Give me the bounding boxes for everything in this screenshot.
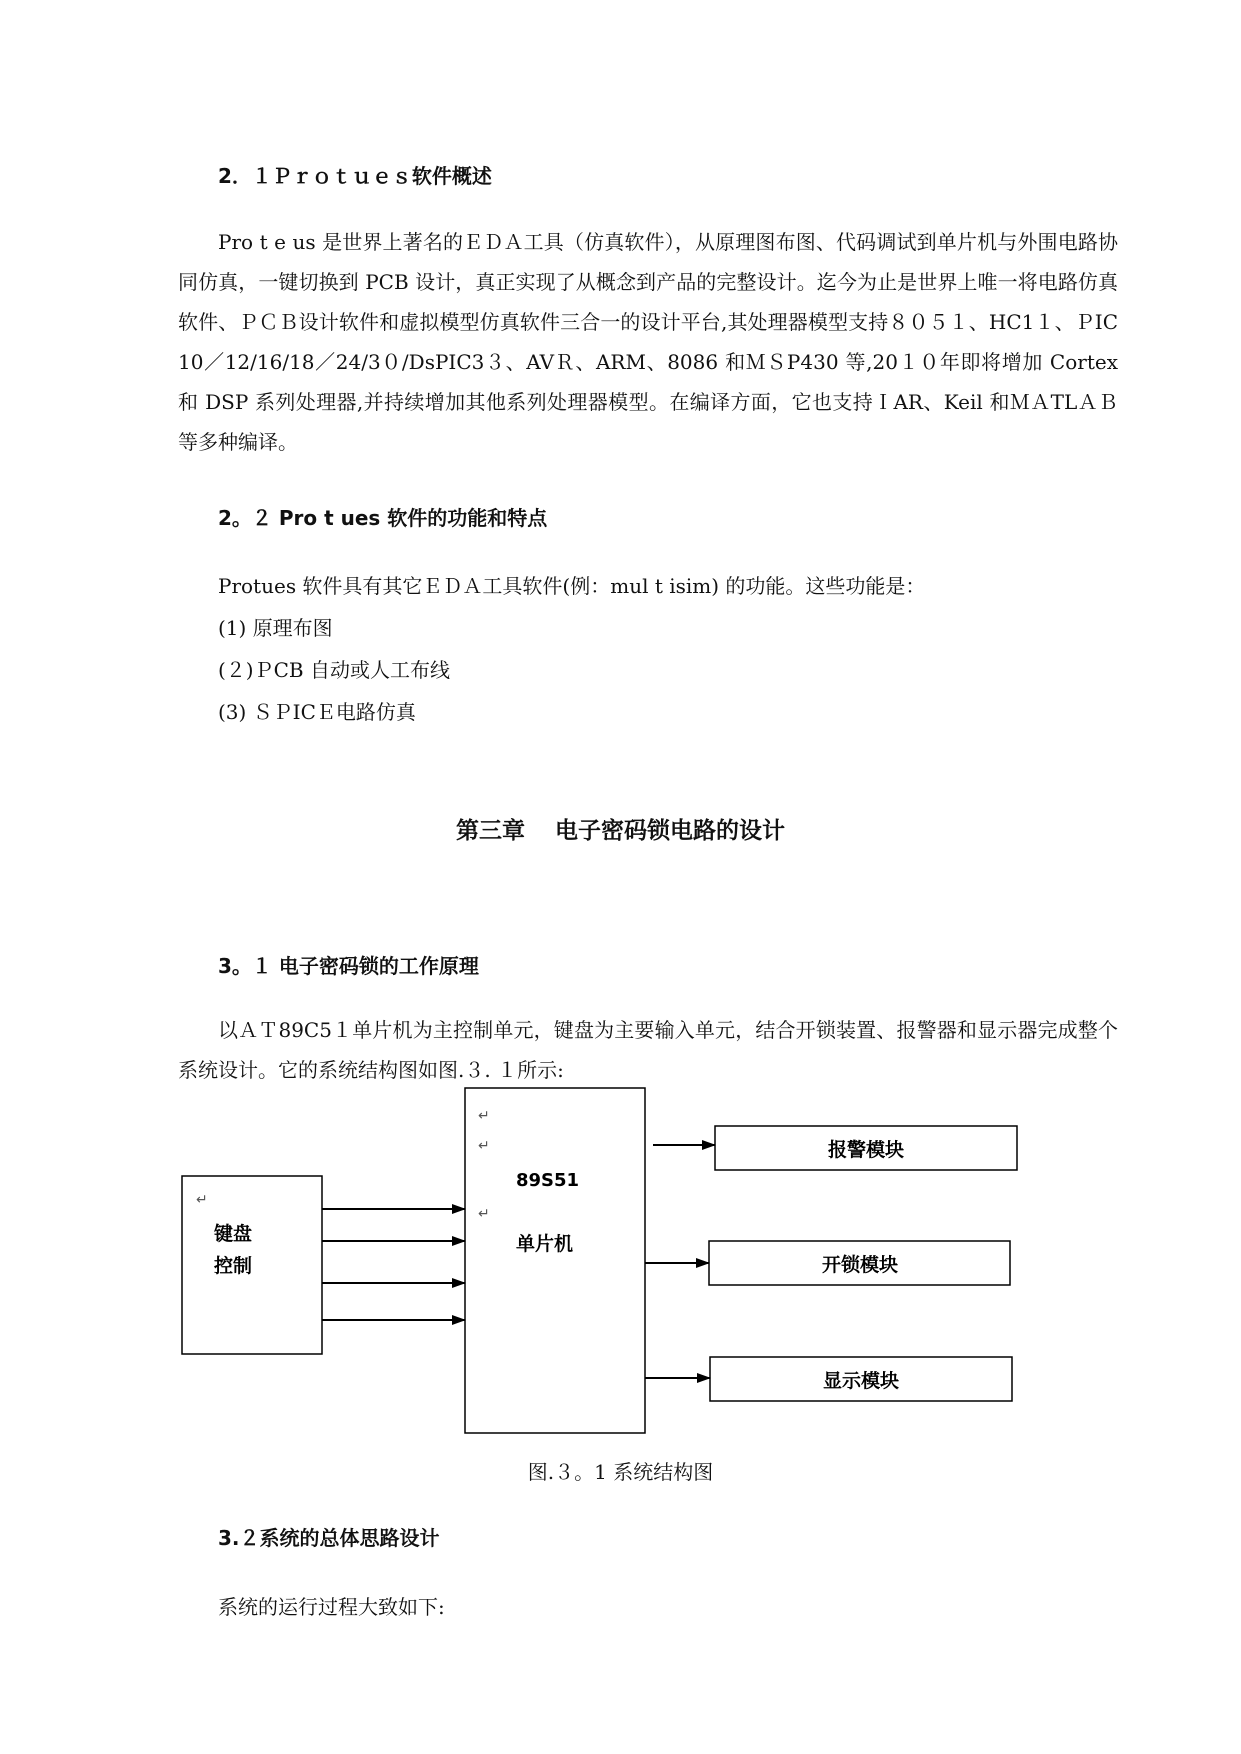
mcu-label-1: 89S51 xyxy=(516,1170,580,1191)
list-item-3: (3) ＳＰICＥ电路仿真 xyxy=(218,700,416,724)
mcu-label-2: 单片机 xyxy=(516,1233,574,1255)
section-3-2-heading: 3.２系统的总体思路设计 xyxy=(218,1526,440,1550)
keyboard-label-1: 键盘 xyxy=(214,1223,253,1245)
section-2-1-heading: 2．１Ｐｒｏｔｕｅｓ软件概述 xyxy=(218,164,492,188)
section-3-1-heading: 3。１ 电子密码锁的工作原理 xyxy=(218,954,479,978)
alarm-module-label: 报警模块 xyxy=(828,1139,905,1161)
unlock-module-label: 开锁模块 xyxy=(822,1254,899,1276)
section-2-1-paragraph: Pro t e us 是世界上著名的ＥＤＡ工具（仿真软件），从原理图布图、代码调试到单片机与外围电路协同仿真，一键切换到 PCB 设计，真正实现了从概念到产品的完整设计。迄今为止是世界上唯一将电路仿真软件、ＰＣＢ设计软件和虚拟模型仿真软件三合一的设计平台,其处理器模型支持８０５１、HC1１、ＰIC 10／12/16/18／24/3０/DsPIC3３、AVＲ、ARM、8086 和ＭＳP430 等,20１０年即将增加 Cortex 和 DSP 系列处理器,并持续增加其他系列处理器模型。在编译方面，它也支持ＩAR、Keil 和ＭＡTLＡＢ等多种编译。 xyxy=(178,230,1118,454)
section-2-2-intro: Protues 软件具有其它ＥＤＡ工具软件(例：mul t isim) 的功能。这些功能是： xyxy=(218,574,926,598)
return-mark: ↵ xyxy=(478,1108,490,1124)
figure-caption: 图.３。1 系统结构图 xyxy=(527,1460,714,1484)
return-mark: ↵ xyxy=(196,1192,208,1208)
section-3-2-paragraph: 系统的运行过程大致如下: xyxy=(218,1595,445,1619)
return-mark: ↵ xyxy=(478,1206,490,1222)
display-module-label: 显示模块 xyxy=(823,1370,900,1392)
list-item-2: (２)ＰCB 自动或人工布线 xyxy=(218,658,450,682)
list-item-1: (1) 原理布图 xyxy=(218,616,333,640)
return-mark: ↵ xyxy=(478,1138,490,1154)
chapter-number: 第三章 xyxy=(456,818,525,844)
mcu-box xyxy=(465,1088,645,1433)
keyboard-label-2: 控制 xyxy=(214,1255,253,1277)
section-3-1-paragraph: 以ＡＴ89C5１单片机为主控制单元，键盘为主要输入单元，结合开锁装置、报警器和显示器完成整个系统设计。它的系统结构图如图.３. １所示: xyxy=(178,1018,1118,1082)
section-2-2-heading: 2。２ Pro t ues 软件的功能和特点 xyxy=(218,506,548,530)
chapter-name: 电子密码锁电路的设计 xyxy=(555,818,785,844)
